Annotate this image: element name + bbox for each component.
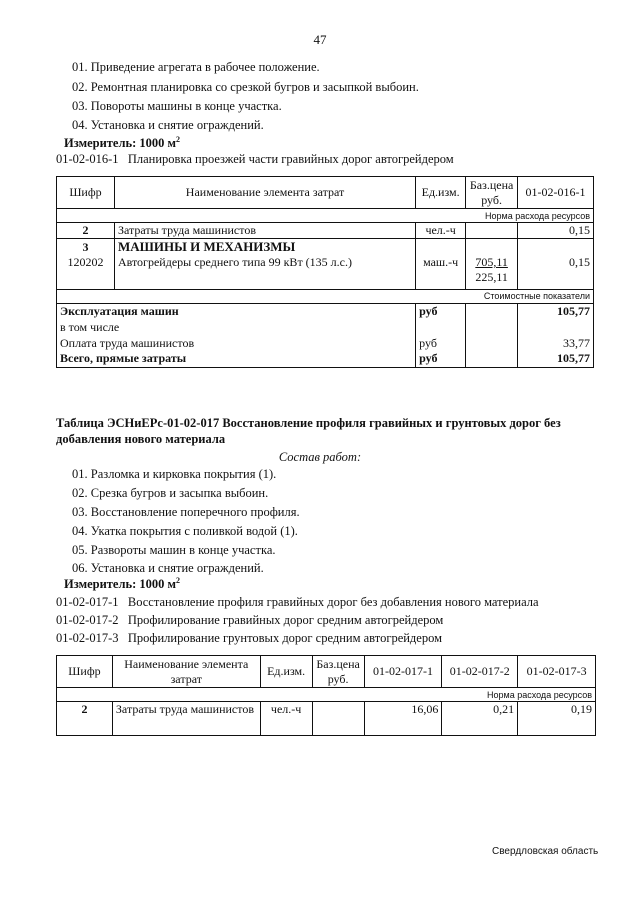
- step-item: 02. Срезка бугров и засыпка выбоин.: [72, 486, 269, 500]
- code-line: 01-02-017-1 Восстановление профиля гравийных дорог без добавления нового материала: [56, 595, 539, 609]
- header-rate-code: 01-02-017-2: [442, 656, 518, 688]
- header-name: Наименование элемента затрат: [114, 177, 415, 209]
- table-row: [57, 702, 596, 736]
- table-row: [57, 335, 594, 351]
- meter-label: Измеритель: 1000 $м^2$: [64, 576, 181, 592]
- cell-unit: чел.-ч: [260, 702, 312, 736]
- composition-heading: Состав работ:: [278, 450, 362, 464]
- table-row: [57, 223, 594, 239]
- norm-caption: Норма расхода ресурсов: [57, 688, 596, 702]
- cell-unit: маш.-ч: [416, 255, 466, 289]
- header-rate-code: 01-02-016-1: [518, 177, 594, 209]
- cell-value: 0,15: [518, 255, 594, 289]
- meter-label: Измеритель: 1000 $м^2$: [64, 135, 181, 151]
- table-row: [57, 239, 594, 256]
- cell-code: 3: [57, 239, 115, 256]
- code-line: 01-02-017-2 Профилирование гравийных дорог средним автогрейдером: [56, 613, 444, 627]
- cell-unit: руб: [416, 351, 466, 367]
- cell-unit: руб: [416, 303, 466, 319]
- table-row: [57, 319, 594, 335]
- cell-value: [518, 319, 594, 335]
- step-item: 03. Повороты машины в конце участка.: [72, 99, 282, 113]
- cell-code: 120202: [57, 255, 115, 289]
- cell-value: 0,15: [518, 223, 594, 239]
- cost-caption: Стоимостные показатели: [57, 289, 594, 303]
- cell-name: в том числе: [57, 319, 416, 335]
- cell-value: 0,21: [442, 702, 518, 736]
- header-name: Наименование элемента затрат: [112, 656, 260, 688]
- table-row: [57, 255, 594, 289]
- section-title: МАШИНЫ И МЕХАНИЗМЫ: [114, 239, 415, 256]
- header-price: Баз.цена руб.: [466, 177, 518, 209]
- step-item: 05. Развороты машин в конце участка.: [72, 543, 276, 557]
- header-rate-code: 01-02-017-1: [364, 656, 442, 688]
- step-item: 04. Установка и снятие ограждений.: [72, 118, 264, 132]
- cell-name: Оплата труда машинистов: [57, 335, 416, 351]
- cell-value: 105,77: [518, 303, 594, 319]
- step-item: 01. Разломка и кирковка покрытия (1).: [72, 467, 277, 481]
- table-row: [57, 303, 594, 319]
- step-item: 06. Установка и снятие ограждений.: [72, 561, 264, 575]
- cell-value: 105,77: [518, 351, 594, 367]
- cell-code: 2: [57, 702, 113, 736]
- cell-name: Автогрейдеры среднего типа 99 кВт (135 л.с.): [114, 255, 415, 289]
- table-row: [57, 351, 594, 367]
- cell-unit: [416, 319, 466, 335]
- code-line: 01-02-017-3 Профилирование грунтовых дорог средним автогрейдером: [56, 631, 443, 645]
- table-title: Таблица ЭСНиЕРс-01-02-017 Восстановление профиля гравийных и грунтовых дорог без: [56, 416, 561, 430]
- cell-value: 0,19: [518, 702, 596, 736]
- cell-name: Всего, прямые затраты: [57, 351, 416, 367]
- resource-table-2: [56, 655, 596, 736]
- step-item: 02. Ремонтная планировка со срезкой бугров и засыпкой выбоин.: [72, 80, 419, 94]
- table-title-cont: добавления нового материала: [56, 432, 226, 446]
- header-unit: Ед.изм.: [260, 656, 312, 688]
- resource-table-1: [56, 176, 594, 368]
- cell-unit: чел.-ч: [416, 223, 466, 239]
- header-unit: Ед.изм.: [416, 177, 466, 209]
- header-code: Шифр: [57, 177, 115, 209]
- footer-region: Свердловская область: [492, 846, 599, 857]
- cell-code: 2: [57, 223, 115, 239]
- cell-unit: руб: [416, 335, 466, 351]
- page-number: 47: [313, 32, 327, 47]
- cell-price: 705,11 225,11: [466, 255, 518, 289]
- header-code: Шифр: [57, 656, 113, 688]
- step-item: 01. Приведение агрегата в рабочее положение.: [72, 60, 320, 74]
- cell-price: [312, 702, 364, 736]
- cell-name: Эксплуатация машин: [57, 303, 416, 319]
- step-item: 04. Укатка покрытия с поливкой водой (1).: [72, 524, 298, 538]
- code-line: 01-02-016-1 Планировка проезжей части гравийных дорог автогрейдером: [56, 152, 454, 166]
- header-price: Баз.цена руб.: [312, 656, 364, 688]
- cell-price: [466, 223, 518, 239]
- header-rate-code: 01-02-017-3: [518, 656, 596, 688]
- cell-name: Затраты труда машинистов: [114, 223, 415, 239]
- cell-name: Затраты труда машинистов: [112, 702, 260, 736]
- step-item: 03. Восстановление поперечного профиля.: [72, 505, 300, 519]
- norm-caption: Норма расхода ресурсов: [57, 209, 594, 223]
- cell-value: 33,77: [518, 335, 594, 351]
- cell-value: 16,06: [364, 702, 442, 736]
